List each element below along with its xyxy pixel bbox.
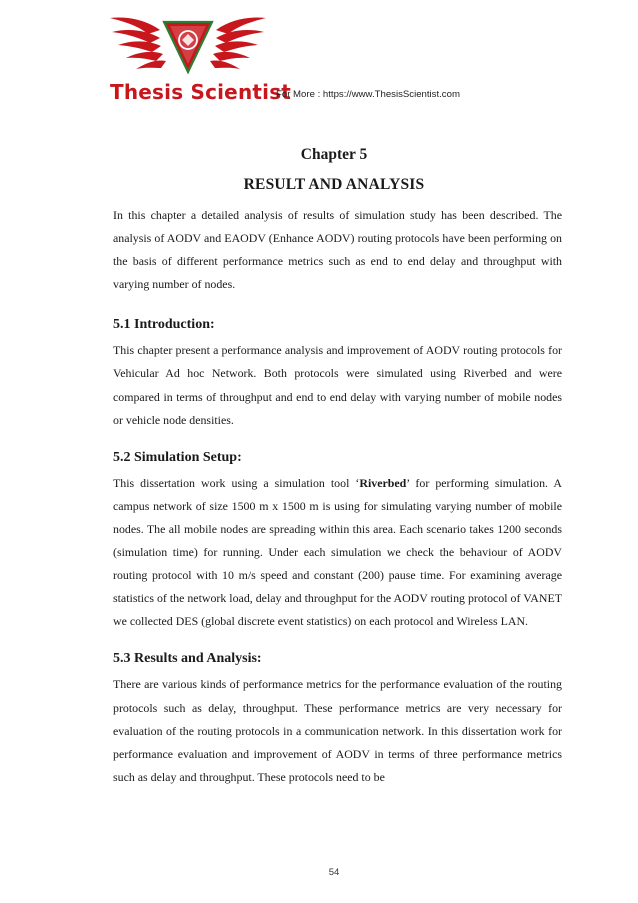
section-heading: 5.2 Simulation Setup: — [113, 449, 242, 465]
winged-shield-icon — [108, 10, 268, 85]
header-website-link[interactable]: For More : https://www.ThesisScientist.com — [276, 89, 460, 100]
section-heading: 5.3 Results and Analysis: — [113, 651, 262, 667]
chapter-title: RESULT AND ANALYSIS — [243, 176, 425, 193]
page-body — [113, 202, 562, 789]
brand-name: Thesis Scientist — [110, 80, 292, 104]
section-paragraph: There are various kinds of performance metrics for the performance evaluation of the routing protocols such as delay, throughput. These performance metrics are very necessary for evaluation of the routing protocols in a communication network. In this dissertation work for performance evaluation and improvement of AODV in terms of three performance metrics such as delay and throughput. These protocols need to be — [113, 677, 562, 784]
brand-logo — [108, 10, 292, 110]
tool-name: Riverbed — [359, 475, 407, 490]
intro-paragraph: In this chapter a detailed analysis of results of simulation study has been described. The analysis of AODV and EAODV (Enhance AODV) routing protocols have been performing on the basis of different performance metrics such as end to end delay and throughput with varying number of nodes. — [113, 208, 562, 292]
text-after-tool: ’ for performing simulation. A campus network of size 1500 m x 1500 m is using for simulating varying number of mobile nodes. The all mobile nodes are spreading within this area. Each scenario takes 1200 seconds (simulation time) for running. Under each simulation we check the behaviour of AODV routing protocol with 10 m/s speed and constant (200) pause time. For examining average statistics of the network load, delay and throughput for the AODV routing protocol of VANET we collected DES (global discrete event statistics) on each protocol and Wireless LAN. — [113, 475, 562, 629]
chapter-number: Chapter 5 — [300, 146, 368, 163]
section-heading: 5.1 Introduction: — [113, 317, 215, 333]
text-before-tool: This dissertation work using a simulation tool ‘ — [113, 475, 360, 490]
section-paragraph — [113, 472, 562, 634]
page-number: 54 — [328, 867, 340, 878]
section-paragraph: This chapter present a performance analysis and improvement of AODV routing protocols for Vehicular Ad hoc Network. Both protocols were simulated using Riverbed and were compared in terms of throughput and end to end delay with varying number of mobile nodes or vehicle node densities. — [113, 343, 562, 427]
